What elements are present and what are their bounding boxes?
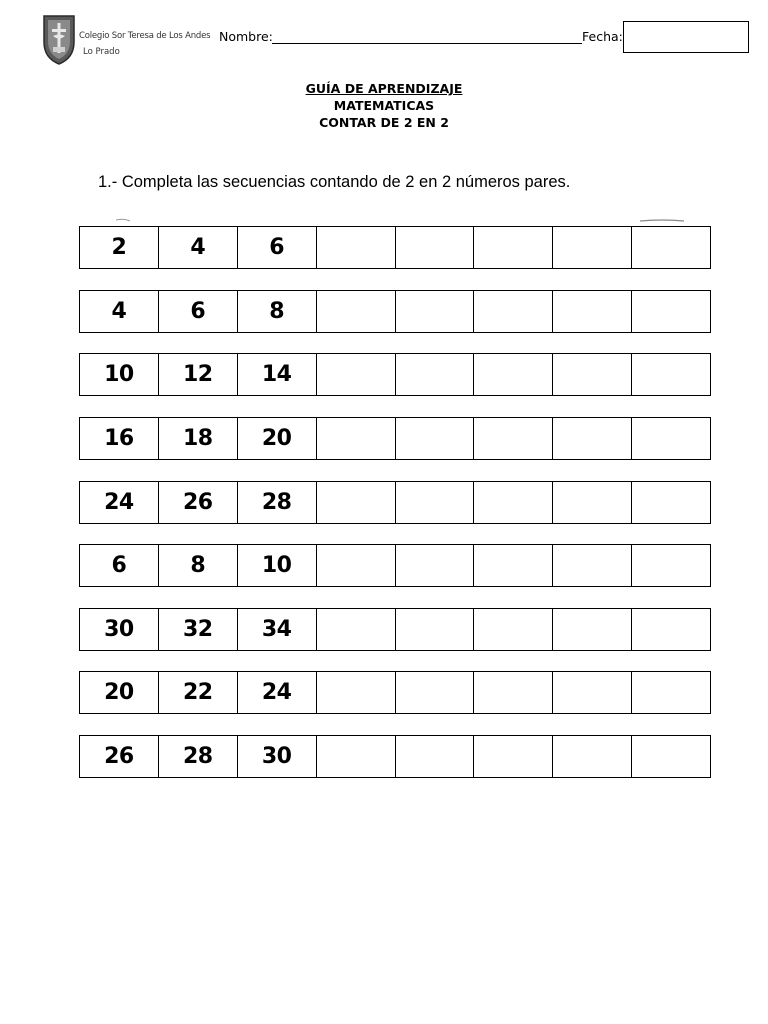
answer-cell[interactable] [632, 609, 711, 650]
answer-cell[interactable] [553, 418, 632, 459]
answer-cell[interactable] [317, 736, 396, 777]
answer-cell[interactable] [317, 227, 396, 268]
answer-cell[interactable] [632, 291, 711, 332]
answer-cell[interactable] [553, 291, 632, 332]
given-number-cell: 34 [238, 609, 317, 650]
nombre-field[interactable] [272, 43, 582, 44]
given-number-cell: 6 [80, 545, 159, 586]
answer-cell[interactable] [474, 736, 553, 777]
given-number-cell: 30 [80, 609, 159, 650]
answer-cell[interactable] [396, 545, 475, 586]
given-number-cell: 4 [80, 291, 159, 332]
given-number-cell: 22 [159, 672, 238, 713]
fecha-field[interactable] [623, 21, 749, 53]
answer-cell[interactable] [632, 672, 711, 713]
answer-cell[interactable] [553, 545, 632, 586]
sequence-row [79, 353, 711, 396]
topic-title: CONTAR DE 2 EN 2 [319, 115, 449, 130]
given-number-cell: 10 [80, 354, 159, 395]
answer-cell[interactable] [317, 418, 396, 459]
scan-mark [640, 219, 684, 223]
answer-cell[interactable] [474, 227, 553, 268]
fecha-label: Fecha: [582, 29, 623, 44]
given-number-cell: 32 [159, 609, 238, 650]
answer-cell[interactable] [474, 482, 553, 523]
given-number-cell: 28 [159, 736, 238, 777]
given-number-cell: 26 [80, 736, 159, 777]
answer-cell[interactable] [396, 609, 475, 650]
given-number-cell: 10 [238, 545, 317, 586]
answer-cell[interactable] [474, 418, 553, 459]
nombre-label: Nombre: [219, 29, 273, 44]
given-number-cell: 2 [80, 227, 159, 268]
answer-cell[interactable] [474, 545, 553, 586]
answer-cell[interactable] [474, 609, 553, 650]
answer-cell[interactable] [317, 354, 396, 395]
sequence-row [79, 671, 711, 714]
answer-cell[interactable] [474, 672, 553, 713]
scan-mark [116, 218, 130, 222]
answer-cell[interactable] [317, 482, 396, 523]
answer-cell[interactable] [553, 482, 632, 523]
answer-cell[interactable] [553, 354, 632, 395]
answer-cell[interactable] [396, 672, 475, 713]
given-number-cell: 26 [159, 482, 238, 523]
answer-cell[interactable] [396, 354, 475, 395]
answer-cell[interactable] [317, 291, 396, 332]
answer-cell[interactable] [317, 672, 396, 713]
given-number-cell: 20 [80, 672, 159, 713]
answer-cell[interactable] [317, 545, 396, 586]
given-number-cell: 24 [238, 672, 317, 713]
given-number-cell: 20 [238, 418, 317, 459]
answer-cell[interactable] [553, 736, 632, 777]
given-number-cell: 8 [159, 545, 238, 586]
worksheet-header [0, 0, 768, 70]
given-number-cell: 4 [159, 227, 238, 268]
worksheet-titles [0, 80, 768, 131]
sequence-row [79, 481, 711, 524]
exercise-instruction: 1.- Completa las secuencias contando de 2 en 2 números pares. [98, 173, 571, 191]
answer-cell[interactable] [632, 418, 711, 459]
sequence-row [79, 608, 711, 651]
answer-cell[interactable] [396, 482, 475, 523]
answer-cell[interactable] [553, 227, 632, 268]
sequence-row [79, 226, 711, 269]
answer-cell[interactable] [632, 354, 711, 395]
answer-cell[interactable] [632, 482, 711, 523]
given-number-cell: 12 [159, 354, 238, 395]
answer-cell[interactable] [396, 736, 475, 777]
given-number-cell: 16 [80, 418, 159, 459]
answer-cell[interactable] [396, 291, 475, 332]
answer-cell[interactable] [632, 736, 711, 777]
sequence-row [79, 290, 711, 333]
given-number-cell: 14 [238, 354, 317, 395]
school-crest-icon [42, 14, 76, 66]
answer-cell[interactable] [553, 672, 632, 713]
given-number-cell: 6 [159, 291, 238, 332]
sequence-row [79, 417, 711, 460]
given-number-cell: 28 [238, 482, 317, 523]
answer-cell[interactable] [317, 609, 396, 650]
page-title: GUÍA DE APRENDIZAJE [305, 81, 463, 96]
sequence-row [79, 544, 711, 587]
given-number-cell: 8 [238, 291, 317, 332]
school-location: Lo Prado [83, 47, 120, 57]
answer-cell[interactable] [474, 354, 553, 395]
answer-cell[interactable] [632, 545, 711, 586]
answer-cell[interactable] [632, 227, 711, 268]
answer-cell[interactable] [553, 609, 632, 650]
given-number-cell: 18 [159, 418, 238, 459]
given-number-cell: 6 [238, 227, 317, 268]
given-number-cell: 24 [80, 482, 159, 523]
answer-cell[interactable] [474, 291, 553, 332]
given-number-cell: 30 [238, 736, 317, 777]
answer-cell[interactable] [396, 418, 475, 459]
subject-title: MATEMATICAS [333, 98, 435, 113]
sequence-row [79, 735, 711, 778]
answer-cell[interactable] [396, 227, 475, 268]
school-name: Colegio Sor Teresa de Los Andes [79, 31, 211, 41]
